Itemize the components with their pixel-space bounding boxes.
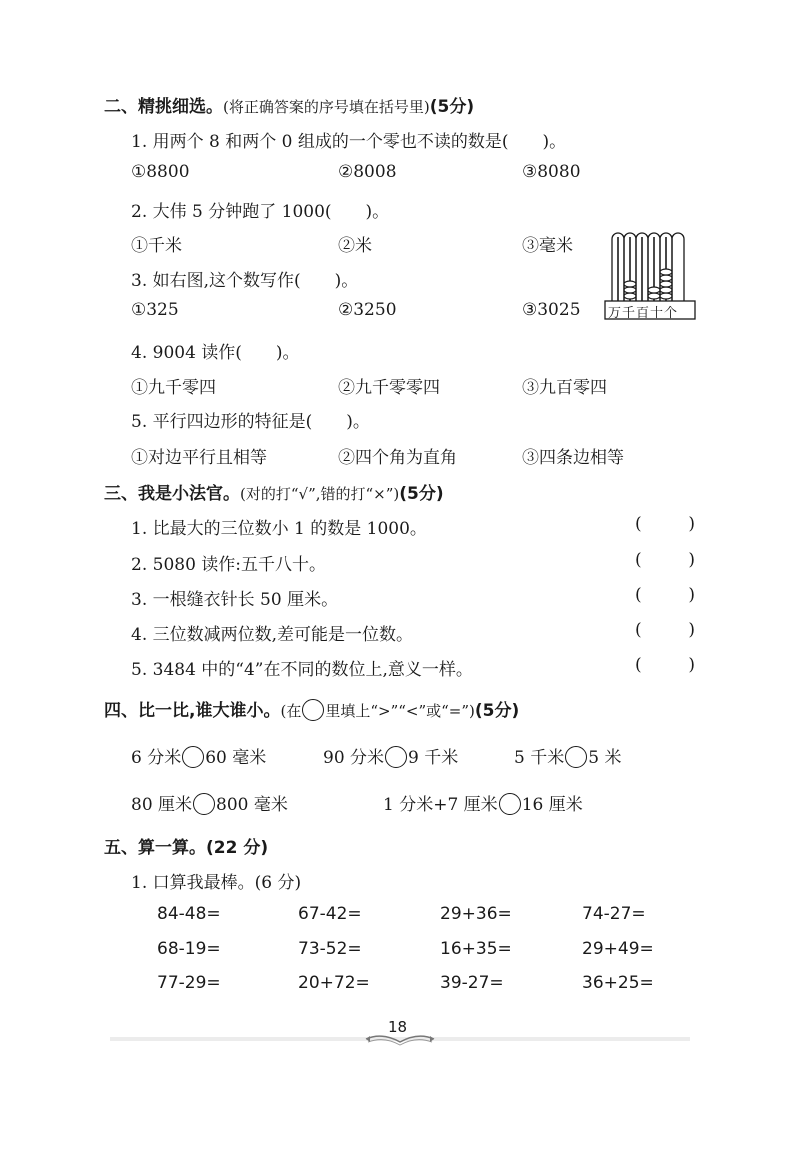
section-5-title: 五、算一算。 xyxy=(104,838,206,858)
bracket-close: ) xyxy=(688,550,695,570)
question-2-1: 1. 用两个 8 和两个 0 组成的一个零也不读的数是( )。 xyxy=(131,132,567,152)
option-2-5-a: ①对边平行且相等 xyxy=(131,448,267,468)
compare-3-circle[interactable] xyxy=(565,746,587,768)
question-5-1: 1. 口算我最棒。(6 分) xyxy=(131,873,302,893)
option-2-1-a: ①8800 xyxy=(131,162,190,182)
option-2-1-c: ③8080 xyxy=(522,162,581,182)
compare-2 xyxy=(323,743,458,768)
compare-3-left: 5 千米 xyxy=(514,748,565,768)
abacus-place-labels: 万千百十个 xyxy=(608,306,679,321)
bead xyxy=(648,287,660,293)
judge-item-1: 1. 比最大的三位数小 1 的数是 1000。 xyxy=(131,519,427,539)
compare-1-right: 60 毫米 xyxy=(205,748,267,768)
judge-bracket-3[interactable] xyxy=(635,585,695,605)
compare-5-circle[interactable] xyxy=(499,793,521,815)
bead xyxy=(660,281,672,287)
option-2-2-b: ②米 xyxy=(338,236,372,256)
judge-item-3: 3. 一根缝衣针长 50 厘米。 xyxy=(131,590,339,610)
judge-item-4: 4. 三位数减两位数,差可能是一位数。 xyxy=(131,625,414,645)
compare-4-left: 80 厘米 xyxy=(131,795,193,815)
compare-circle-icon xyxy=(302,699,324,721)
section-4-instruction-b: 里填上“>”“<”或“=”) xyxy=(325,702,475,720)
calc-3-3: 39-27= xyxy=(440,973,504,993)
bracket-close: ) xyxy=(688,620,695,640)
section-3-points: (5分) xyxy=(399,484,444,504)
option-2-1-b: ②8008 xyxy=(338,162,397,182)
bead xyxy=(660,287,672,293)
calc-3-4: 36+25= xyxy=(582,973,654,993)
bracket-open: ( xyxy=(635,655,642,675)
calc-2-2: 73-52= xyxy=(298,939,362,959)
compare-1 xyxy=(131,743,266,768)
section-2-title: 二、精挑细选。 xyxy=(104,97,223,117)
bracket-close: ) xyxy=(688,585,695,605)
calc-2-4: 29+49= xyxy=(582,939,654,959)
calc-1-3: 29+36= xyxy=(440,904,512,924)
abacus-frame-6 xyxy=(672,233,684,301)
calc-3-1: 77-29= xyxy=(157,973,221,993)
judge-bracket-5[interactable] xyxy=(635,655,695,675)
section-5-points: (22 分) xyxy=(206,838,269,858)
bead xyxy=(648,293,660,299)
question-2-5: 5. 平行四边形的特征是( )。 xyxy=(131,412,370,432)
compare-2-left: 90 分米 xyxy=(323,748,385,768)
section-4-heading xyxy=(104,696,519,721)
bracket-close: ) xyxy=(688,655,695,675)
option-2-5-c: ③四条边相等 xyxy=(522,448,624,468)
compare-2-circle[interactable] xyxy=(385,746,407,768)
option-2-2-c: ③毫米 xyxy=(522,236,573,256)
judge-item-5: 5. 3484 中的“4”在不同的数位上,意义一样。 xyxy=(131,660,473,680)
option-2-4-b: ②九千零零四 xyxy=(338,378,440,398)
option-2-3-b: ②3250 xyxy=(338,300,397,320)
compare-4-right: 800 毫米 xyxy=(216,795,288,815)
section-2-heading xyxy=(104,92,474,117)
section-3-title: 三、我是小法官。 xyxy=(104,484,240,504)
question-2-2: 2. 大伟 5 分钟跑了 1000( )。 xyxy=(131,202,390,222)
section-3-instruction: (对的打“√”,错的打“×”) xyxy=(240,485,400,503)
section-2-points: (5分) xyxy=(429,97,475,117)
compare-3-right: 5 米 xyxy=(588,748,622,768)
question-2-4: 4. 9004 读作( )。 xyxy=(131,343,300,363)
bead xyxy=(624,287,636,293)
calc-2-1: 68-19= xyxy=(157,939,221,959)
bead xyxy=(624,293,636,299)
bead xyxy=(660,275,672,281)
judge-bracket-2[interactable] xyxy=(635,550,695,570)
compare-5 xyxy=(383,790,583,815)
bracket-open: ( xyxy=(635,620,642,640)
section-4-title: 四、比一比,谁大谁小。 xyxy=(104,701,281,721)
page-number: 18 xyxy=(388,1018,408,1036)
calc-1-2: 67-42= xyxy=(298,904,362,924)
compare-2-right: 9 千米 xyxy=(408,748,459,768)
option-2-3-a: ①325 xyxy=(131,300,179,320)
compare-4 xyxy=(131,790,288,815)
calc-3-2: 20+72= xyxy=(298,973,370,993)
section-3-heading xyxy=(104,479,444,504)
bracket-open: ( xyxy=(635,514,642,534)
compare-1-left: 6 分米 xyxy=(131,748,182,768)
option-2-2-a: ①千米 xyxy=(131,236,182,256)
bracket-open: ( xyxy=(635,550,642,570)
section-4-instruction-a: (在 xyxy=(280,702,302,720)
judge-bracket-1[interactable] xyxy=(635,514,695,534)
compare-4-circle[interactable] xyxy=(193,793,215,815)
calc-2-3: 16+35= xyxy=(440,939,512,959)
bead xyxy=(624,281,636,287)
bead xyxy=(660,293,672,299)
option-2-3-c: ③3025 xyxy=(522,300,581,320)
compare-3 xyxy=(514,743,621,768)
section-4-points: (5分) xyxy=(474,701,520,721)
compare-5-right: 16 厘米 xyxy=(521,795,583,815)
option-2-4-c: ③九百零四 xyxy=(522,378,607,398)
compare-5-left: 1 分米+7 厘米 xyxy=(383,795,498,815)
judge-bracket-4[interactable] xyxy=(635,620,695,640)
calc-1-1: 84-48= xyxy=(157,904,221,924)
bracket-close: ) xyxy=(688,514,695,534)
bead xyxy=(660,269,672,275)
option-2-5-b: ②四个角为直角 xyxy=(338,448,457,468)
section-5-heading xyxy=(104,833,268,858)
compare-1-circle[interactable] xyxy=(182,746,204,768)
judge-item-2: 2. 5080 读作:五千八十。 xyxy=(131,555,327,575)
abacus-figure xyxy=(604,229,696,321)
calc-1-4: 74-27= xyxy=(582,904,646,924)
section-2-instruction: (将正确答案的序号填在括号里) xyxy=(223,98,430,116)
option-2-4-a: ①九千零四 xyxy=(131,378,216,398)
question-2-3: 3. 如右图,这个数写作( )。 xyxy=(131,271,359,291)
bracket-open: ( xyxy=(635,585,642,605)
